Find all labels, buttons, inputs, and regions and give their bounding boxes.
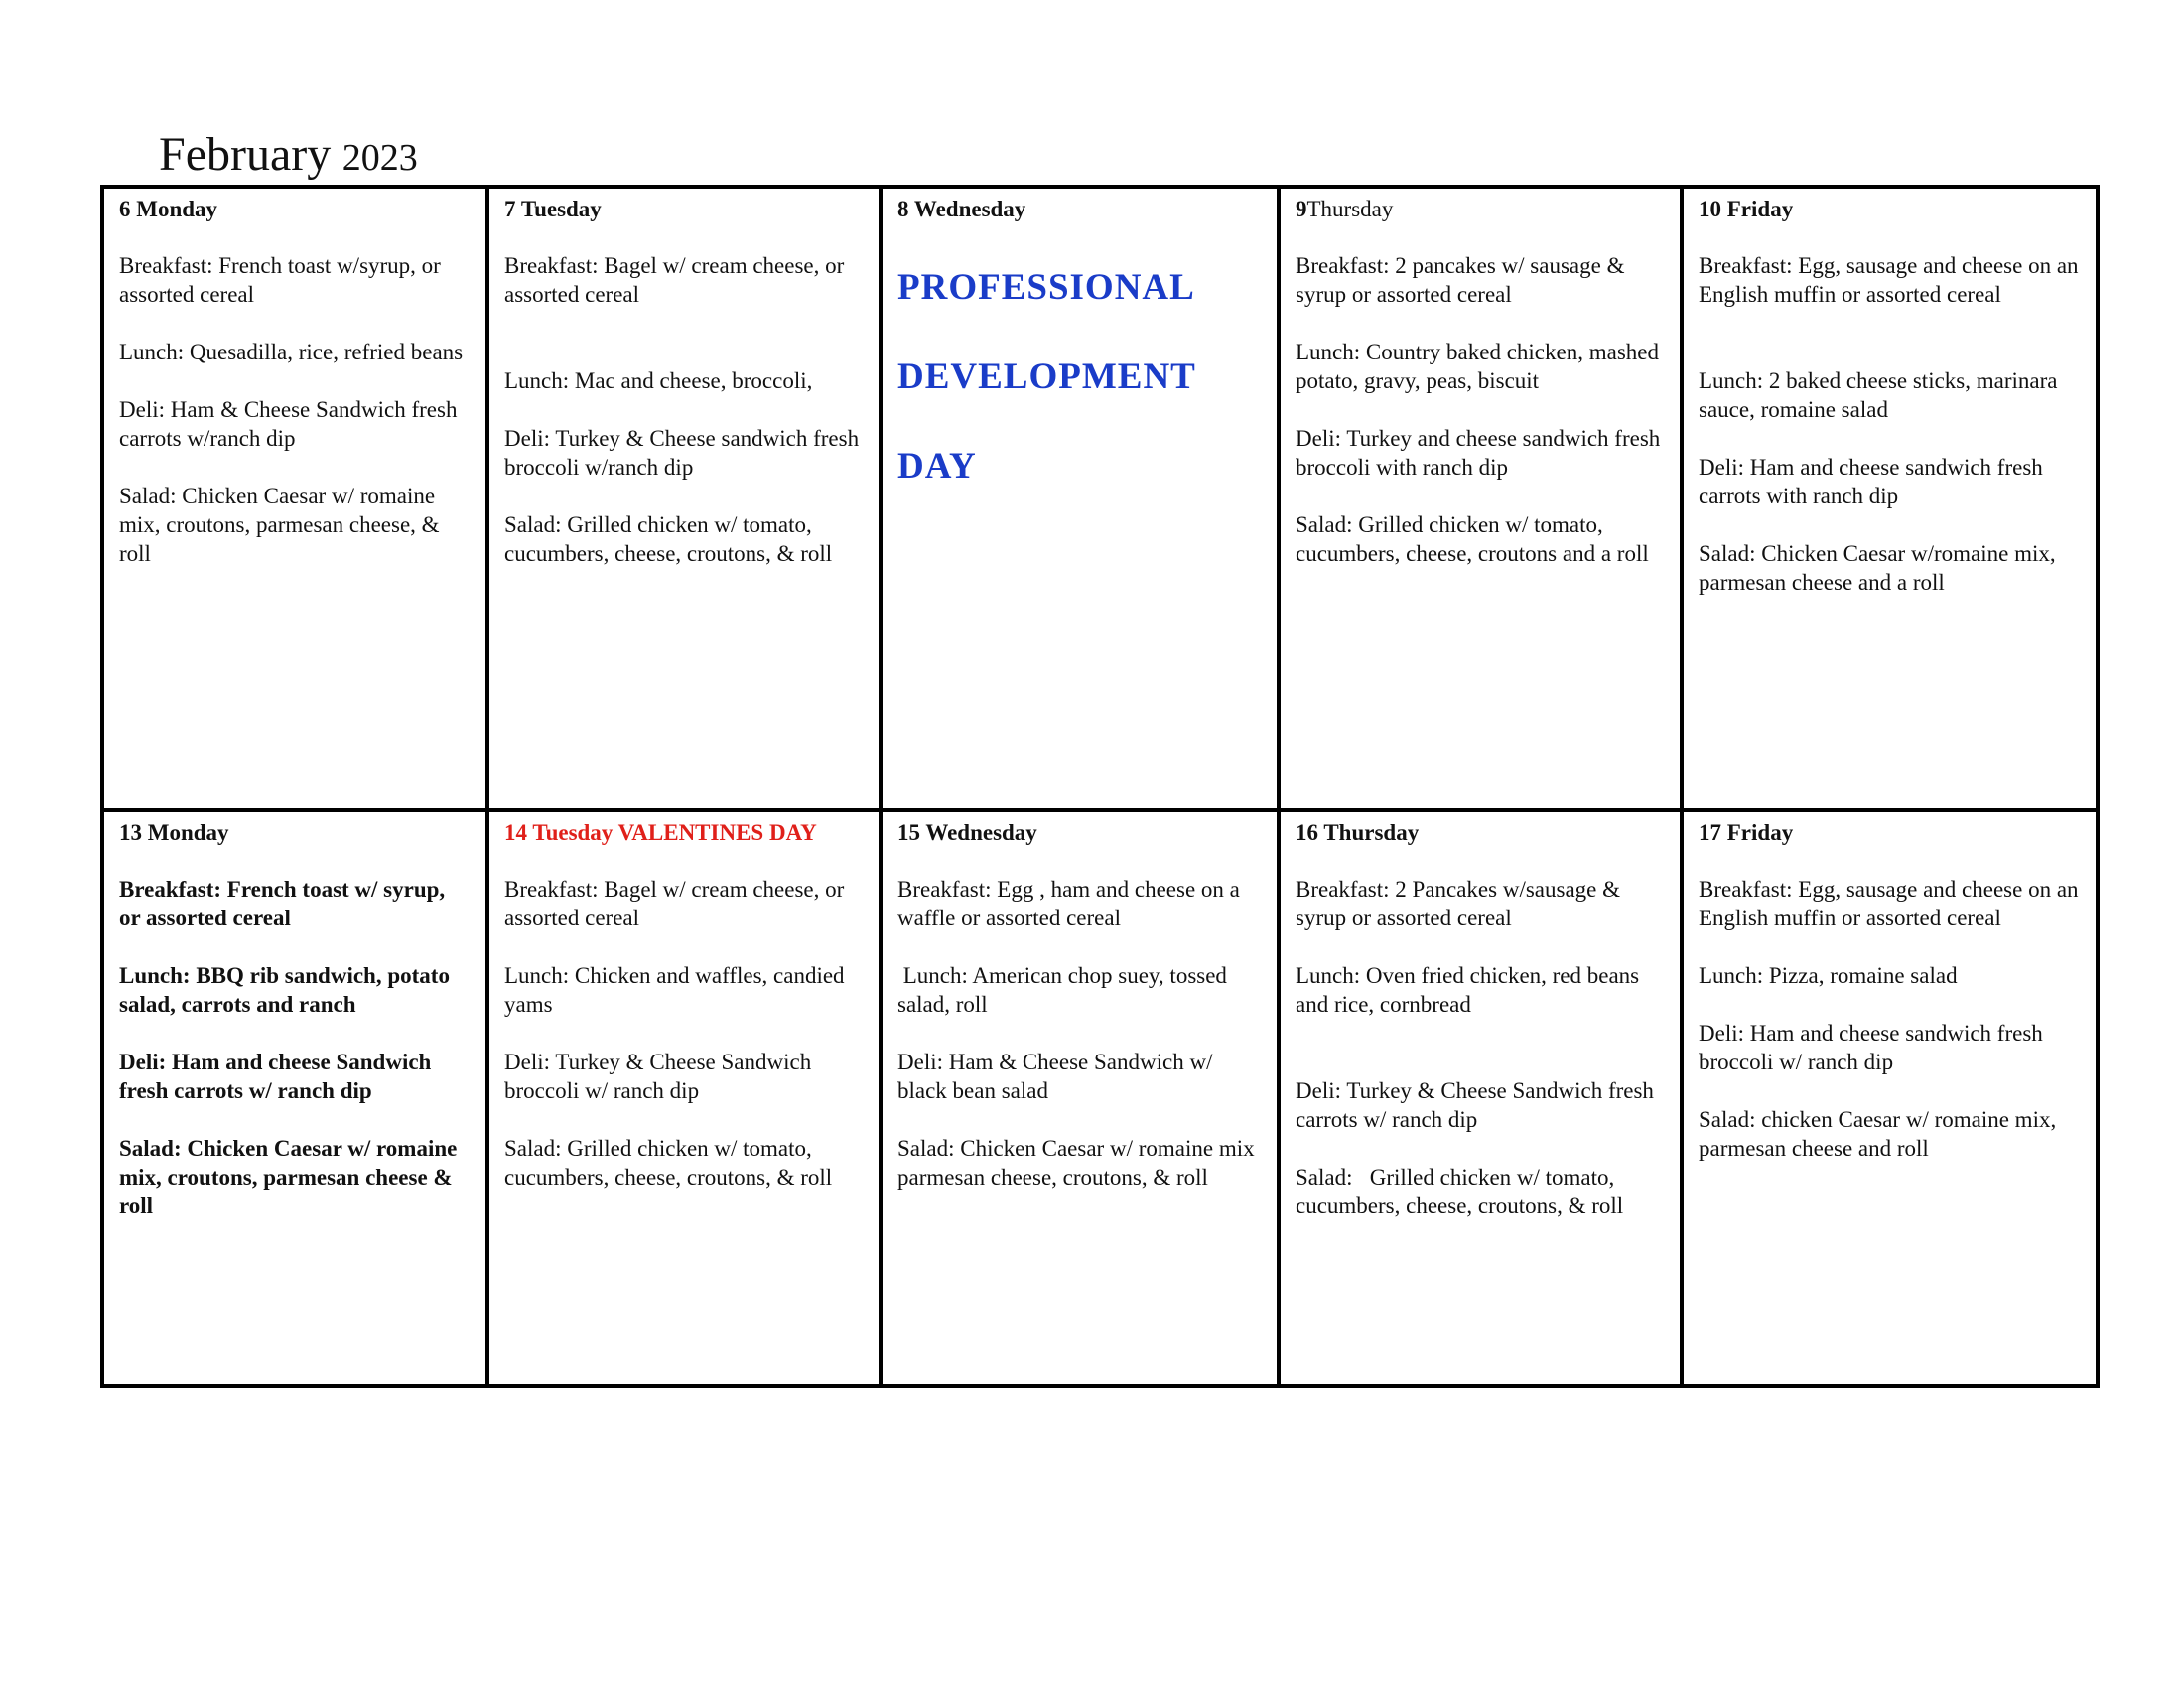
salad-entry: Salad: chicken Caesar w/ romaine mix, parmesan cheese and roll [1699, 1107, 2057, 1161]
day-cell-feb-13 [104, 812, 489, 1384]
lunch-entry: Lunch: Oven fried chicken, red beans and rice, cornbread [1296, 963, 1640, 1017]
month-label: February [159, 128, 332, 181]
lunch-entry: Lunch: Chicken and waffles, candied yams [504, 963, 845, 1017]
lunch-entry: Lunch: BBQ rib sandwich, potato salad, carrots and ranch [119, 963, 450, 1017]
salad-entry: Salad: Chicken Caesar w/romaine mix, parmesan cheese and a roll [1699, 541, 2056, 595]
lunch-entry: Lunch: 2 baked cheese sticks, marinara sauce, romaine salad [1699, 368, 2058, 422]
salad-entry: Salad: Grilled chicken w/ tomato, cucumbers, cheese, croutons, & roll [504, 1136, 833, 1190]
day-heading: 6 Monday [119, 197, 218, 221]
menu-calendar-grid [100, 185, 2100, 1388]
deli-entry: Deli: Turkey & Cheese Sandwich fresh carrots w/ ranch dip [1296, 1078, 1654, 1132]
day-heading: 16 Thursday [1296, 820, 1420, 845]
deli-entry: Deli: Turkey and cheese sandwich fresh broccoli with ranch dip [1296, 426, 1661, 480]
deli-entry: Deli: Turkey & Cheese sandwich fresh broccoli w/ranch dip [504, 426, 860, 480]
year-label: 2023 [341, 137, 418, 179]
deli-entry: Deli: Ham & Cheese Sandwich w/ black bean salad [897, 1050, 1213, 1103]
day-cell-feb-16 [1281, 812, 1684, 1384]
salad-entry: Salad: Chicken Caesar w/ romaine mix parmesan cheese, croutons, & roll [897, 1136, 1255, 1190]
breakfast-entry: Breakfast: Egg , ham and cheese on a waffle or assorted cereal [897, 877, 1240, 930]
day-cell-feb-7 [489, 189, 883, 812]
day-heading: 8 Wednesday [897, 197, 1026, 221]
breakfast-entry: Breakfast: Egg, sausage and cheese on an English muffin or assorted cereal [1699, 877, 2079, 930]
deli-entry: Deli: Turkey & Cheese Sandwich broccoli w/ ranch dip [504, 1050, 812, 1103]
day-cell-feb-8 [883, 189, 1281, 812]
salad-entry: Salad: Chicken Caesar w/ romaine mix, croutons, parmesan cheese & roll [119, 1136, 458, 1218]
lunch-entry: Lunch: Country baked chicken, mashed potato, gravy, peas, biscuit [1296, 340, 1659, 393]
breakfast-entry: Breakfast: Bagel w/ cream cheese, or assorted cereal [504, 877, 845, 930]
deli-entry: Deli: Ham & Cheese Sandwich fresh carrots w/ranch dip [119, 397, 458, 451]
day-cell-feb-6 [104, 189, 489, 812]
day-heading: 17 Friday [1699, 820, 1794, 845]
salad-entry: Salad: Grilled chicken w/ tomato, cucumbers, cheese, croutons and a roll [1296, 512, 1649, 566]
salad-entry: Salad: Grilled chicken w/ tomato, cucumbers, cheese, croutons, & roll [504, 512, 833, 566]
lunch-entry: Lunch: Quesadilla, rice, refried beans [119, 340, 464, 364]
notice-line-2: DEVELOPMENT [897, 356, 1196, 397]
day-cell-feb-17 [1684, 812, 2096, 1384]
breakfast-entry: Breakfast: Egg, sausage and cheese on an English muffin or assorted cereal [1699, 253, 2079, 307]
day-number: 9 [1296, 197, 1307, 221]
lunch-entry: Lunch: Pizza, romaine salad [1699, 963, 1958, 988]
day-name: Thursday [1306, 197, 1394, 221]
day-heading: 7 Tuesday [504, 197, 602, 221]
breakfast-entry: Breakfast: 2 pancakes w/ sausage & syrup or assorted cereal [1296, 253, 1625, 307]
day-cell-feb-14 [489, 812, 883, 1384]
lunch-entry: Lunch: Mac and cheese, broccoli, [504, 368, 813, 393]
notice-line-3: DAY [897, 446, 977, 487]
notice-line-1: PROFESSIONAL [897, 267, 1195, 308]
salad-entry: Salad: Grilled chicken w/ tomato, cucumbers, cheese, croutons, & roll [1296, 1165, 1624, 1218]
calendar-title [159, 127, 418, 186]
salad-entry: Salad: Chicken Caesar w/ romaine mix, croutons, parmesan cheese, & roll [119, 484, 440, 566]
deli-entry: Deli: Ham and cheese Sandwich fresh carrots w/ ranch dip [119, 1050, 432, 1103]
deli-entry: Deli: Ham and cheese sandwich fresh broccoli w/ ranch dip [1699, 1021, 2043, 1074]
breakfast-entry: Breakfast: 2 Pancakes w/sausage & syrup or assorted cereal [1296, 877, 1621, 930]
day-heading: 15 Wednesday [897, 820, 1037, 845]
day-cell-feb-15 [883, 812, 1281, 1384]
breakfast-entry: Breakfast: French toast w/ syrup, or assorted cereal [119, 877, 446, 930]
day-cell-feb-9 [1281, 189, 1684, 812]
professional-development-notice [897, 267, 1263, 488]
lunch-entry: Lunch: American chop suey, tossed salad, roll [897, 963, 1233, 1017]
day-heading [1296, 195, 1666, 223]
deli-entry: Deli: Ham and cheese sandwich fresh carrots with ranch dip [1699, 455, 2043, 508]
breakfast-entry: Breakfast: French toast w/syrup, or assorted cereal [119, 253, 441, 307]
day-cell-feb-10 [1684, 189, 2096, 812]
day-heading-valentines: 14 Tuesday VALENTINES DAY [504, 820, 817, 845]
day-heading: 10 Friday [1699, 197, 1794, 221]
day-heading: 13 Monday [119, 820, 229, 845]
breakfast-entry: Breakfast: Bagel w/ cream cheese, or assorted cereal [504, 253, 845, 307]
